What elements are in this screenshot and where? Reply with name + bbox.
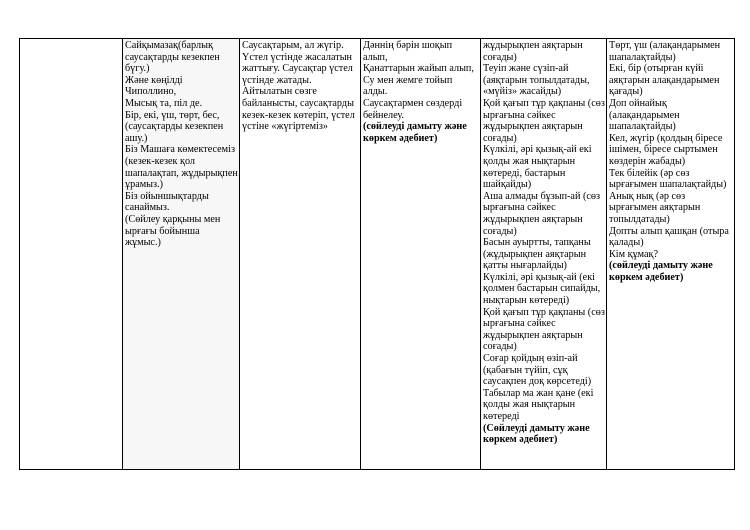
cell-line: Дәннің бәрін шоқып алып, xyxy=(363,40,453,63)
table-cell-empty xyxy=(20,39,123,470)
cell-line: (Сөйлеу қарқыны мен ырғағы бойынша жұмыс.) xyxy=(125,213,221,249)
cell-line: Басын ауыртты, тапқаны (жұдырықпен аяқтарын қатты нығарлайды) xyxy=(483,237,591,272)
table-cell xyxy=(240,39,361,470)
cell-line: Кел, жүгір (қолдың біресе ішімен, біресе сыртымен көздерін жабады) xyxy=(609,132,723,167)
cell-line: Сайқымазақ(барлық саусақтарды кезекпен бүгу.) xyxy=(125,40,220,75)
table-cell xyxy=(481,39,607,470)
cell-line: Кім құмақ? xyxy=(609,248,659,260)
table-row xyxy=(20,39,735,470)
cell-line: Біз Машаға көмектесеміз (кезек-кезек қол шапалақтап, жұдырықпен ұрамыз.) xyxy=(125,144,238,191)
schedule-table xyxy=(19,38,735,470)
cell-line: Допты алып қашқан (отыра қалады) xyxy=(609,225,729,249)
cell-line: Екі, бір (отырған күйі аяқтарын алақандарымен қағады) xyxy=(609,63,720,98)
table-cell xyxy=(361,39,481,470)
cell-line: Су мен жемге тойып алды. xyxy=(363,74,453,98)
cell-line: жұдырықпен аяқтарын соғады) xyxy=(483,40,583,63)
cell-line: Аша алмады бұзып-ай (сөз ырғағына сәйкес жұдырықпен аяқтарын соғады) xyxy=(483,190,600,237)
table-cell xyxy=(123,39,240,470)
cell-line: Доп ойнайық (алақандарымен шапалақтайды) xyxy=(609,97,680,133)
cell-line: Саусақтармен сөздерді бейнелеу. xyxy=(363,97,463,121)
table-cell xyxy=(607,39,735,470)
cell-line: Қанаттарын жайып алып, xyxy=(363,63,474,75)
cell-line: Қой қағып тұр қақпаны (сөз ырғағына сәйкес жұдырықпен аяқтарын соғады) xyxy=(483,306,605,353)
cell-line: Мысық та, піл де. xyxy=(125,97,203,109)
cell-line: Чиполлино, xyxy=(125,86,177,98)
cell-line: Табылар ма жан қане (екі қолды жая нықтарын көтереді xyxy=(483,387,594,422)
cell-line: Анық нық (әр сөз ырғағымен аяқтарын топылдатады) xyxy=(609,190,701,225)
cell-line: Күлкілі, әрі қызық-ай екі қолды жая нықтарын көтереді, бастарын шайқайды) xyxy=(483,144,592,191)
cell-line: Және көңілді xyxy=(125,74,183,86)
cell-line-bold: (сөйлеуді дамыту және көркем әдебиет) xyxy=(363,121,467,144)
cell-line: Саусақтарым, ал жүгір. Үстел үстінде жасалатын жаттығу. Саусақтар үстел үстінде жатады. Айтылатын сөзге байланысты, саусақтарды кезек-кезек көтеріп, үстел үстіне «жүгіртеміз» xyxy=(242,40,355,133)
cell-line: Тек білейік (әр сөз ырғағымен шапалақтайды) xyxy=(609,167,727,191)
cell-line: Күлкілі, әрі қызық-ай (екі қолмен бастарын сипайды, нықтарын көтереді) xyxy=(483,271,601,307)
cell-line: Төрт, үш (алақандарымен шапалақтайды) xyxy=(609,40,721,63)
cell-line: Теуіп және сүзіп-ай (аяқтарын топылдатады, «мүйіз» жасайды) xyxy=(483,63,590,98)
cell-line: Қой қағып тұр қақпаны (сөз ырғағына сәйкес жұдырықпен аяқтарын соғады) xyxy=(483,97,605,144)
cell-line: Біз ойыншықтарды санаймыз. xyxy=(125,190,209,214)
cell-line: Соғар қойдың өзіп-ай (қабағын түйіп, сұқ саусақпен доқ көрсетеді) xyxy=(483,353,592,388)
cell-line-bold: (сөйлеуді дамыту және көркем әдебиет) xyxy=(609,260,713,283)
cell-line-bold: (Сөйлеуді дамыту және көркем әдебиет) xyxy=(483,422,590,446)
cell-line: Бір, екі, үш, төрт, бес, (саусақтарды кезекпен ашу.) xyxy=(125,109,224,144)
